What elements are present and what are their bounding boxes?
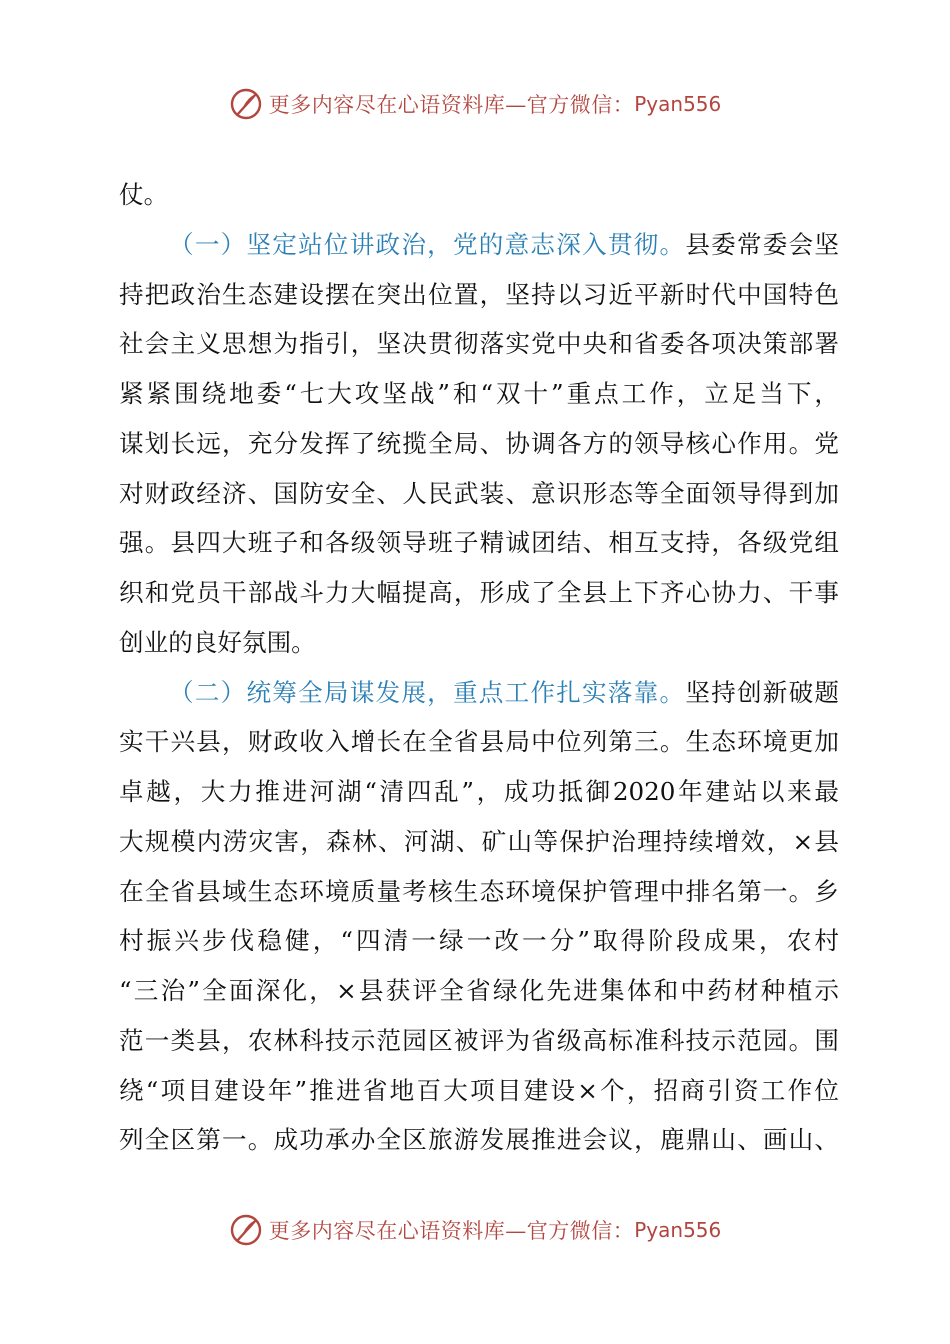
body-line: 紧紧围绕地委“七大攻坚战”和“双十”重点工作，立足当下， — [119, 379, 839, 408]
body-line: 织和党员干部战斗力大幅提高，形成了全县上下齐心协力、干事 — [119, 578, 839, 607]
body-line: 大规模内涝灾害，森林、河湖、矿山等保护治理持续增效，×县 — [119, 826, 839, 856]
body-line: 实干兴县，财政收入增长在全省县局中位列第三。生态环境更加 — [119, 727, 839, 757]
section-1-first-line — [119, 220, 839, 270]
section-2-first-line — [119, 668, 839, 718]
watermark-text: 更多内容尽在心语资料库—官方微信： — [268, 93, 635, 117]
footer-watermark — [0, 1210, 950, 1250]
body-line: 村振兴步伐稳健，“四清一绿一改一分”取得阶段成果，农村 — [119, 926, 839, 956]
body-line: 在全省县域生态环境质量考核生态环境保护管理中排名第一。乡 — [119, 876, 839, 906]
body-line: 强。县四大班子和各级领导班子精诚团结、相互支持，各级党组 — [119, 528, 839, 558]
section-lead-text: 县委常委会坚 — [685, 229, 839, 259]
section-lead-text: 坚持创新破题 — [685, 677, 839, 707]
body-line: 范一类县，农林科技示范园区被评为省级高标准科技示范园。围 — [119, 1025, 839, 1055]
quill-logo-icon — [229, 1213, 263, 1247]
wechat-id: Pyan556 — [634, 1218, 722, 1242]
body-line: 仗。 — [119, 180, 169, 209]
body-line: 创业的良好氛围。 — [119, 627, 316, 657]
body-line: 卓越，大力推进河湖“清四乱”，成功抵御2020年建站以来最 — [119, 777, 839, 806]
body-line: 列全区第一。成功承办全区旅游发展推进会议，鹿鼎山、画山、 — [119, 1125, 839, 1155]
body-line: 对财政经济、国防安全、人民武装、意识形态等全面领导得到加 — [119, 478, 839, 508]
body-line: 持把政治生态建设摆在突出位置，坚持以习近平新时代中国特色 — [119, 279, 839, 309]
wechat-id: Pyan556 — [634, 92, 722, 116]
body-line: 谋划长远，充分发挥了统揽全局、协调各方的领导核心作用。党 — [119, 428, 839, 458]
section-heading: （一）坚定站位讲政治，党的意志深入贯彻。 — [169, 229, 686, 259]
watermark-text: 更多内容尽在心语资料库—官方微信： — [268, 1219, 635, 1243]
header-watermark — [0, 84, 950, 124]
body-line: 社会主义思想为指引，坚决贯彻落实党中央和省委各项决策部署 — [119, 329, 839, 359]
body-line: 绕“项目建设年”推进省地百大项目建设×个，招商引资工作位 — [119, 1075, 839, 1105]
document-body — [119, 170, 839, 1165]
body-line: “三治”全面深化，×县获评全省绿化先进集体和中药材种植示 — [119, 976, 839, 1005]
section-heading: （二）统筹全局谋发展，重点工作扎实落靠。 — [169, 677, 686, 707]
quill-logo-icon — [229, 87, 263, 121]
